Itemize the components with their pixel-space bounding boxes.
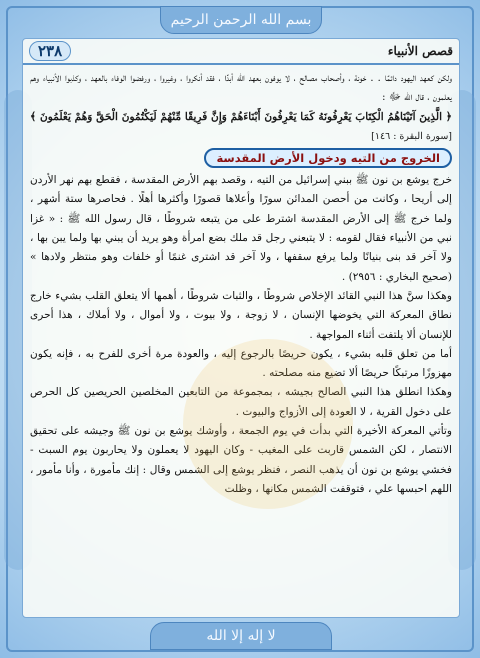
paragraph: أما من تعلق قلبه بشيء ، يكون حريصًا بالرجوع إليه ، والعودة مرة أخرى للفرح به ، فإنه يكون مهزوزًا مرتبكًا حريصًا ألا تضيع منه مصلحته . — [30, 347, 452, 380]
bottom-calligraphy-banner: لا إله إلا الله — [150, 622, 332, 650]
page-number: ٢٣٨ — [29, 41, 71, 61]
running-title: قصص الأنبياء — [387, 44, 453, 58]
paragraph: وتأتي المعركة الأخيرة التي بدأت في يوم الجمعة ، وأوشك يوشع بن نون ﷺ وجيشه على تحقيق الانتصار ، لكن الشمس قاربت على المغيب - وكان اليهود لا يعملون ولا يحاربون يوم السبت - فخشي يوشع بن نون أن يذهب النصر ، فنظر يوشع إلى الشمس وقال : إنك مأمورة ، وأنا مأمور ، اللهم احبسها علي ، فتوقفت الشمس مكانها ، وظلت — [30, 425, 452, 495]
quran-verse — [30, 108, 452, 147]
paragraph: ولكن كعهد اليهود دائمًا . . خونة ، وأصحاب مصالح ، لا يوفون بعهد الله أبدًا ، فقد أنكروا ، وغيروا ، ورفضوا الوفاء بالعهد ، وكذبوا الأنبياء وهم يعلمون ، قال الله ﷻ : — [30, 72, 452, 104]
section-heading-row — [30, 148, 452, 168]
quran-reference: [سورة البقرة : ١٤٦] — [371, 130, 452, 142]
page-header — [23, 39, 459, 65]
paragraph: خرج يوشع بن نون ﷺ ببني إسرائيل من التيه ، وقصد بهم الأرض المقدسة ، فقطع بهم نهر الأردن إلى أريحا ، وكانت من أحصن المدائن سورًا وأعلاها قصورًا وأكثرها أهلًا . فحاصرها ستة أشهر ، ولما خرج ﷺ إلى الأرض المقدسة اشترط على من يتبعه شروطًا ، قال رسول الله ﷺ : « غزا نبي من الأنبياء فقال لقومه : لا يتبعني رجل قد ملك بضع امرأة وهو يريد أن يبني بها ولما يبن بها ، ولا آخر قد بنى بنيانًا ولما يرفع سقفها ، ولا آخر قد اشترى غنمًا أو خلفات وهو منتظر ولادها » (صحيح البخاري : ٢٩٥٦) . — [30, 174, 452, 283]
paragraph: وهكذا سنَّ هذا النبي القائد الإخلاص شروطًا ، والثبات شروطًا ، أهمها ألا يتعلق القلب بشيء خارج نطاق المعركة التي يخوضها الإنسان ، لا زوجة ، ولا بيوت ، ولا أموال ، ولا أملاك ، هذا أحرى للإنسان ألا يلتفت أثناء المواجهة . — [30, 289, 452, 341]
section-title: الخروج من التيه ودخول الأرض المقدسة — [204, 148, 452, 168]
top-calligraphy-banner: بسم الله الرحمن الرحيم — [160, 6, 322, 34]
page-body — [23, 69, 459, 499]
paragraph: وهكذا انطلق هذا النبي الصالح بجيشه ، بمجموعة من التابعين المخلصين الحريصين كل الحرص على دخول القرية ، لا العودة إلى الأزواج والبيوت . — [30, 386, 452, 418]
quran-verse-text: ﴿ الَّذِينَ آتَيْنَاهُمُ الْكِتَابَ يَعْرِفُونَهُ كَمَا يَعْرِفُونَ أَبْنَاءَهُمْ وَإِنَّ فَرِيقًا مِّنْهُمْ لَيَكْتُمُونَ الْحَقَّ وَهُمْ يَعْلَمُونَ ﴾ — [30, 110, 452, 123]
book-page — [22, 38, 460, 618]
